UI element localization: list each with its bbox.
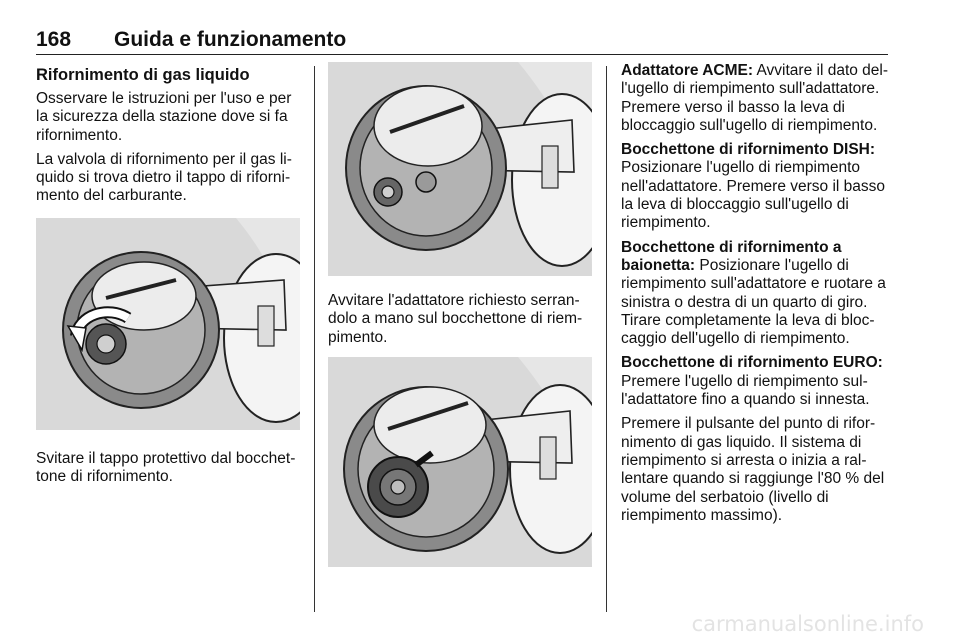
term-euro: Bocchettone di rifornimento EURO: <box>621 354 883 372</box>
figure-adapter-position <box>328 62 592 276</box>
paragraph-bayonet <box>621 239 889 349</box>
text-acme: Avvitare il dato dell'ugello di riempimento sull'adattatore. Premere verso il basso la leva di bloccaggio sull'ugello di riempimento. <box>621 62 889 134</box>
page-number: 168 <box>36 28 72 51</box>
column-1 <box>36 62 300 492</box>
illustration-adapter-mounted <box>328 357 592 567</box>
caption-unscrew-cap: Svitare il tappo protettivo dal bocchettone di rifornimento. <box>36 449 296 486</box>
page-header <box>36 26 888 56</box>
term-acme: Adattatore ACME: <box>621 62 754 79</box>
figure-unscrew-cap <box>36 218 300 430</box>
term-bayonet: Bocchettone di rifornimento a baionetta: <box>621 238 842 274</box>
watermark: carmanualsonline.info <box>691 612 924 636</box>
figure-adapter-mounted <box>328 357 592 567</box>
paragraph-acme <box>621 62 889 135</box>
paragraph-safety: Osservare le istruzioni per l'uso e per la sicurezza della stazione dove si fa rifornimento. <box>36 90 292 144</box>
paragraph-euro <box>621 354 889 409</box>
text-bayonet: Posizionare l'ugello di riempimento sull'adattatore e ruotare a sinistra o destra di un quarto di giro. Tirare completamente la leva di bloccaggio dell'ugello di riempimento. <box>621 256 886 348</box>
paragraph-dish <box>621 141 889 232</box>
illustration-unscrew-cap <box>36 218 300 430</box>
chapter-title: Guida e funzionamento <box>114 28 347 51</box>
paragraph-fill-button: Premere il pulsante del punto di rifornimento di gas liquido. Il sistema di riempimento si arresta o inizia a rallentare quando si raggiunge l'80 % del volume del serbatoio (livello di riempimento massimo). <box>621 415 885 524</box>
illustration-adapter-position <box>328 62 592 276</box>
column-3 <box>621 62 889 531</box>
text-dish: Posizionare l'ugello di riempimento nell'adattatore. Premere verso il basso la leva di bloccaggio sull'ugello di riempimento. <box>621 159 886 232</box>
column-2 <box>328 62 592 567</box>
text-euro: Premere l'ugello di riempimento sull'adattatore fino a quando si innesta. <box>621 372 870 409</box>
column-divider-1 <box>314 66 315 612</box>
column-divider-2 <box>606 66 607 612</box>
term-dish: Bocchettone di rifornimento DISH: <box>621 141 876 159</box>
paragraph-screw-adapter: Avvitare l'adattatore richiesto serrandolo a mano sul bocchettone di riempimento. <box>328 292 583 346</box>
header-rule <box>36 54 888 55</box>
paragraph-valve-location: La valvola di rifornimento per il gas liquido si trova dietro il tappo di rifornimento del carburante. <box>36 150 292 205</box>
section-heading: Rifornimento di gas liquido <box>36 66 250 84</box>
